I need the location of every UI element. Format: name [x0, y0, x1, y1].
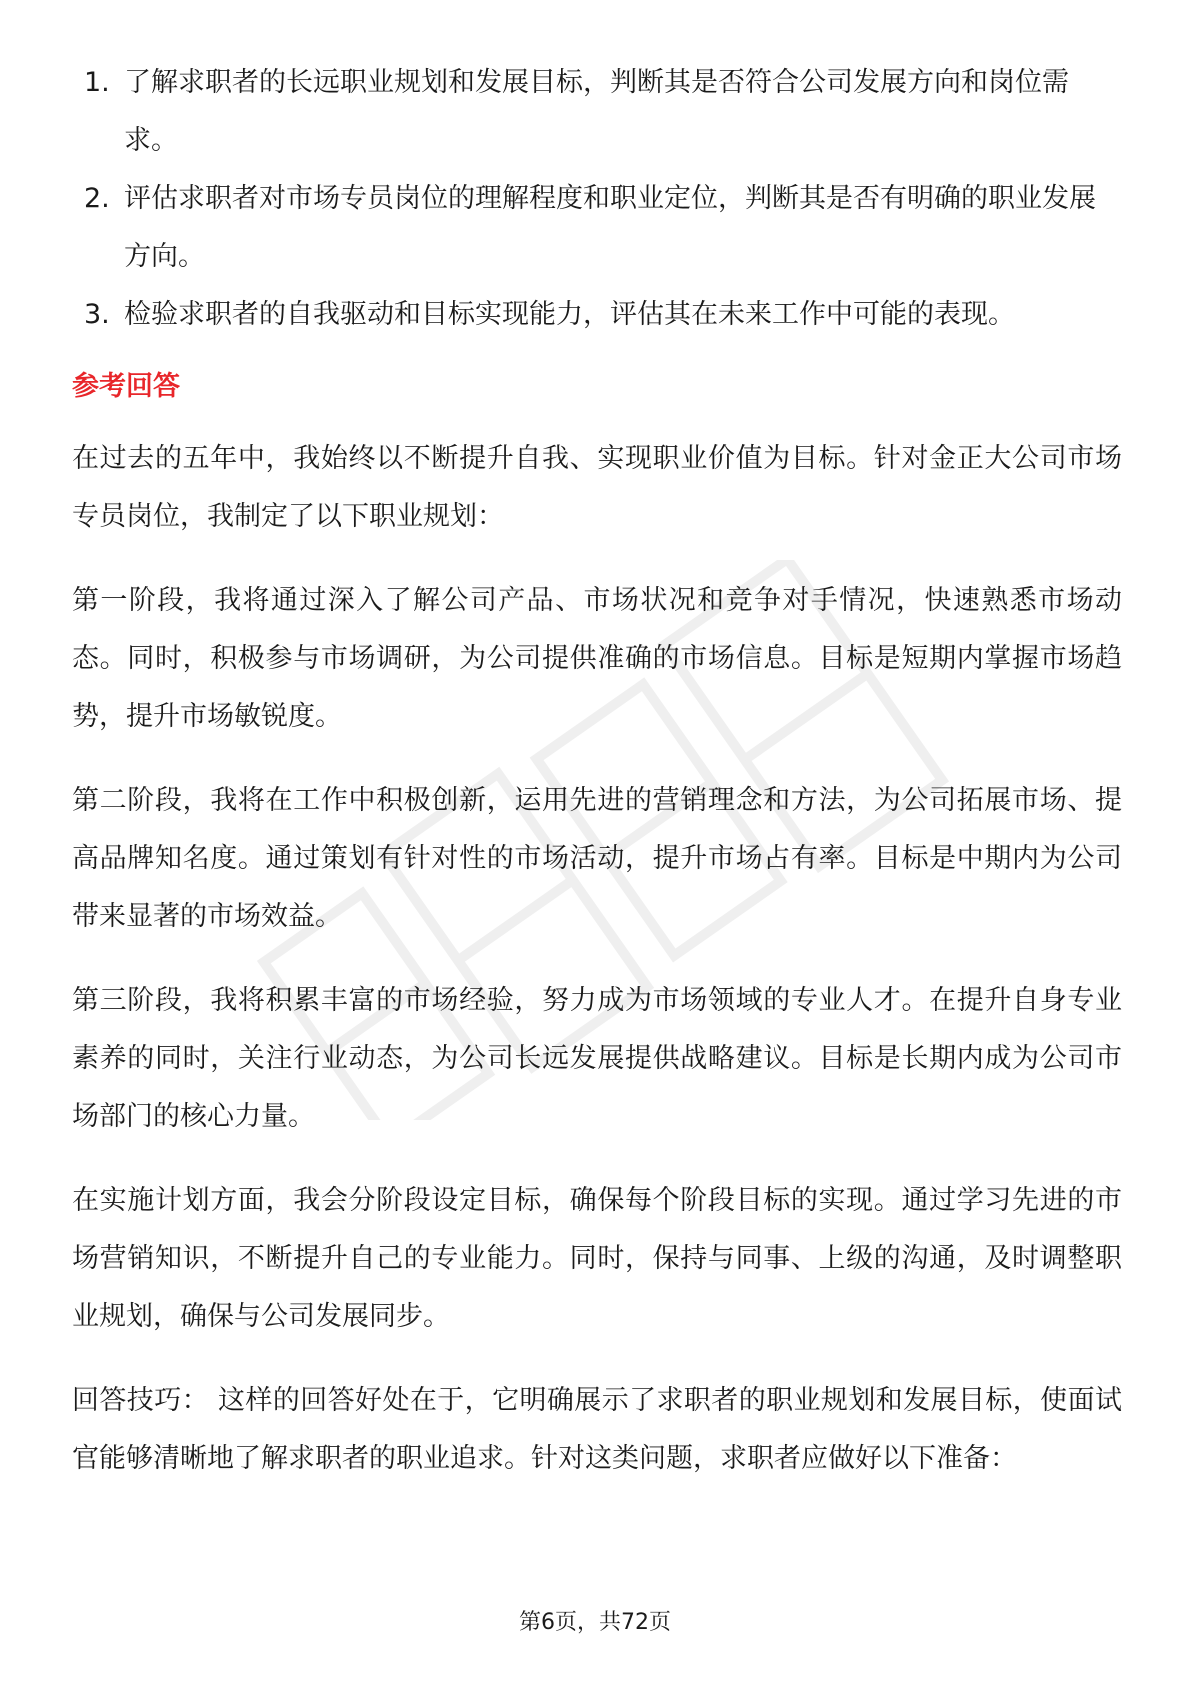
list-item-number: 3.: [84, 299, 110, 330]
section-heading: 参考回答: [72, 371, 180, 402]
answer-paragraph: 第一阶段，我将通过深入了解公司产品、市场状况和竞争对手情况，快速熟悉市场动态。同时，积极参与市场调研，为公司提供准确的市场信息。目标是短期内掌握市场趋势，提升市场敏锐度。: [72, 585, 1122, 732]
list-item: [72, 286, 1122, 344]
list-item: [72, 170, 1122, 286]
document-content: [72, 54, 1122, 1488]
list-item-text: 检验求职者的自我驱动和目标实现能力，评估其在未来工作中可能的表现。: [124, 299, 1015, 330]
answer-paragraph: 在实施计划方面，我会分阶段设定目标，确保每个阶段目标的实现。通过学习先进的市场营销知识，不断提升自己的专业能力。同时，保持与同事、上级的沟通，及时调整职业规划，确保与公司发展同步。: [72, 1185, 1122, 1332]
list-item: [72, 54, 1122, 170]
list-item-number: 1.: [84, 67, 110, 98]
list-item-text: 评估求职者对市场专员岗位的理解程度和职业定位，判断其是否有明确的职业发展方向。: [124, 183, 1096, 272]
answer-tips-paragraph: 回答技巧： 这样的回答好处在于，它明确展示了求职者的职业规划和发展目标，使面试官能够清晰地了解求职者的职业追求。针对这类问题，求职者应做好以下准备：: [72, 1385, 1122, 1474]
list-item-number: 2.: [84, 183, 110, 214]
answer-paragraph: 第二阶段，我将在工作中积极创新，运用先进的营销理念和方法，为公司拓展市场、提高品牌知名度。通过策划有针对性的市场活动，提升市场占有率。目标是中期内为公司带来显著的市场效益。: [72, 785, 1122, 932]
answer-paragraph: 在过去的五年中，我始终以不断提升自我、实现职业价值为目标。针对金正大公司市场专员岗位，我制定了以下职业规划：: [72, 443, 1122, 532]
page-number-footer: 第6页，共72页: [519, 1610, 671, 1635]
answer-paragraph: 第三阶段，我将积累丰富的市场经验，努力成为市场领域的专业人才。在提升自身专业素养的同时，关注行业动态，为公司长远发展提供战略建议。目标是长期内成为公司市场部门的核心力量。: [72, 985, 1122, 1132]
list-item-text: 了解求职者的长远职业规划和发展目标，判断其是否符合公司发展方向和岗位需求。: [124, 67, 1069, 156]
evaluation-criteria-list: [72, 54, 1122, 344]
